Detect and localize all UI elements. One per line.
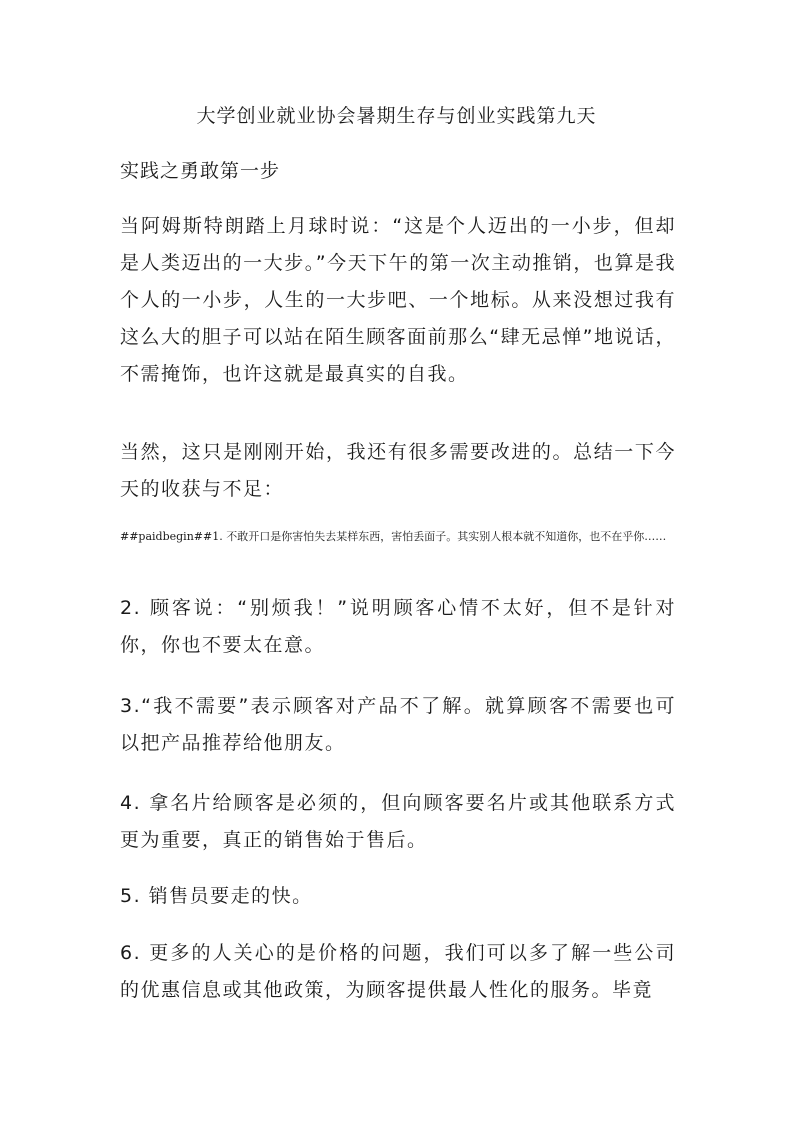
summary-paragraph: 当然，这只是刚刚开始，我还有很多需要改进的。总结一下今天的收获与不足： bbox=[120, 441, 676, 500]
list-item-3: 3.“我不需要”表示顾客对产品不了解。就算顾客不需要也可以把产品推荐给他朋友。 bbox=[120, 695, 676, 754]
document-subtitle: 实践之勇敢第一步 bbox=[120, 160, 281, 182]
list-item-5: 5. 销售员要走的快。 bbox=[120, 885, 313, 907]
list-item-4: 4. 拿名片给顾客是必须的，但向顾客要名片或其他联系方式更为重要，真正的销售始于售后。 bbox=[120, 792, 676, 851]
list-item-6: 6. 更多的人关心的是价格的问题，我们可以多了解一些公司的优惠信息或其他政策，为顾客提供最人性化的服务。毕竟 bbox=[120, 942, 676, 1001]
list-item-2: 2. 顾客说：“别烦我！”说明顾客心情不太好，但不是针对你，你也不要太在意。 bbox=[120, 597, 676, 656]
document-title: 大学创业就业协会暑期生存与创业实践第九天 bbox=[196, 105, 597, 127]
intro-paragraph: 当阿姆斯特朗踏上月球时说：“这是个人迈出的一小步，但却是人类迈出的一大步。”今天下午的第一次主动推销，也算是我个人的一小步，人生的一大步吧、一个地标。从来没想过我有这么大的胆子可以站在陌生顾客面前那么“肆无忌惮”地说话，不需掩饰，也许这就是最真实的自我。 bbox=[120, 215, 676, 385]
paid-note: ##paidbegin##1. 不敢开口是你害怕失去某样东西，害怕丢面子。其实别人根本就不知道你，也不在乎你…… bbox=[120, 530, 667, 543]
